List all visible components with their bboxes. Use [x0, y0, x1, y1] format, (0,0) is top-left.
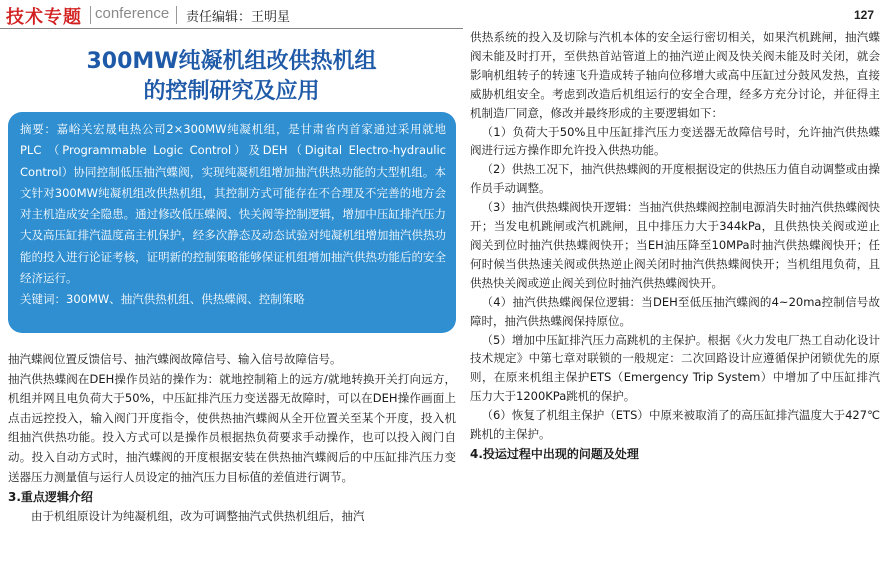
body-paragraph: 抽汽蝶阀位置反馈信号、抽汽蝶阀故障信号、输入信号故障信号。: [8, 352, 342, 366]
logic-item: （5）增加中压缸排汽压力高跳机的主保护。根据《火力发电厂热工自动化设计技术规定》中第七章对联锁的一般规定：二次回路设计应遵循保护闭锁优先的原则，在原来机组主保护ETS（Emergency Trip System）中增加了中压缸排汽压力大于1200KPa跳机的保护。: [470, 332, 880, 404]
page-number: 127: [853, 8, 874, 22]
section-heading-4: 4.投运过程中出现的问题及处理: [470, 446, 639, 461]
article-title-line1: 300MW纯凝机组改供热机组: [86, 49, 377, 74]
header-divider: [176, 6, 177, 24]
keywords: 关键词：300MW、抽汽供热机组、供热蝶阀、控制策略: [20, 292, 305, 307]
column-brand: 技术专题: [6, 7, 82, 28]
body-paragraph: 供热系统的投入及切除与汽机本体的安全运行密切相关，如果汽机跳闸，抽汽蝶阀未能及时打开，至供热首站管道上的抽汽逆止阀及快关阀未能及时关闭，就会影响机组转子的转速飞升造成转子轴向位移增大或高中压缸过分鼓风发热，直接威胁机组安全。考虑到改造后机组运行的安全合理，经多方充分讨论，并征得主机制造厂同意，修改并最终形成的主要逻辑如下：: [470, 30, 880, 120]
abstract-text: 摘要：嘉峪关宏晟电热公司2×300MW纯凝机组，是甘肃省内首家通过采用就地PLC （Programmable Logic Control）及DEH（Digital Electro-hydraulic Control）协同控制低压抽汽蝶阀，实现纯凝机组增加抽汽供热功能的大型机组。本文针对300MW纯凝机组改供热机组，其控制方式可能存在不合理及不完善的地方会对主机造成安全隐患。通过修改低压蝶阀、快关阀等控制逻辑，增加中压缸排汽压力大及高压缸排汽温度高主机保护，经多次静态及动态试验对纯凝机组增加抽汽供热功能的投入进行论证考核，证明新的控制策略能够保证机组增加抽汽供热功能后的安全经济运行。: [20, 122, 446, 286]
editor-credit: 责任编辑：王明星: [186, 10, 291, 25]
header-rule: [0, 28, 463, 29]
logic-item: （3）抽汽供热蝶阀快开逻辑：当抽汽供热蝶阀控制电源消失时抽汽供热蝶阀快开；当发电机跳闸或汽机跳闸，且中排压力大于344kPa，且供热快关阀或逆止阀关到位时抽汽供热蝶阀快开；当EH油压降至10MPa时抽汽供热蝶阀快开；任何时候当供热速关阀或供热逆止阀关闭时抽汽供热蝶阀快开；当机组甩负荷，且供热快关阀或逆止阀关到位时抽汽供热蝶阀快开。: [470, 200, 880, 290]
header-divider: [90, 6, 91, 24]
section-label: conference: [95, 5, 170, 22]
left-column: [8, 350, 456, 527]
article-title-line2: 的控制研究及应用: [143, 79, 320, 104]
body-paragraph: 抽汽供热蝶阀在DEH操作员站的操作为：就地控制箱上的远方/就地转换开关打向远方，机组并网且电负荷大于50%，中压缸排汽压力变送器无故障时，可以在DEH操作画面上点击远控投入，输入阀门开度指令，使供热抽汽蝶阀从全开位置关至某个开度，投入机组抽汽供热功能。投入方式可以是操作员根据热负荷要求手动操作，也可以投入阀门自动。投入自动方式时，抽汽蝶阀的开度根据安装在供热抽汽蝶阀后的中压缸排汽压力变送器压力测量值与运行人员设定的抽汽压力目标值的差值进行调节。: [8, 371, 456, 484]
logic-item: （1）负荷大于50%且中压缸排汽压力变送器无故障信号时，允许抽汽供热蝶阀进行远方操作即允许投入供热功能。: [470, 124, 880, 158]
logic-item: （4）抽汽供热蝶阀保位逻辑：当DEH至低压抽汽蝶阀的4~20ma控制信号故障时，抽汽供热蝶阀保持原位。: [470, 294, 880, 328]
abstract-box: [8, 112, 456, 333]
page-header: [0, 0, 888, 30]
logic-item: （2）供热工况下，抽汽供热蝶阀的开度根据设定的供热压力值自动调整或由操作员手动调整。: [470, 162, 880, 196]
section-heading-3: 3.重点逻辑介绍: [8, 490, 93, 505]
right-column: [470, 28, 880, 464]
body-paragraph: 由于机组原设计为纯凝机组，改为可调整抽汽式供热机组后，抽汽: [31, 509, 365, 524]
logic-item: （6）恢复了机组主保护（ETS）中原来被取消了的高压缸排汽温度大于427℃跳机的主保护。: [470, 408, 880, 442]
